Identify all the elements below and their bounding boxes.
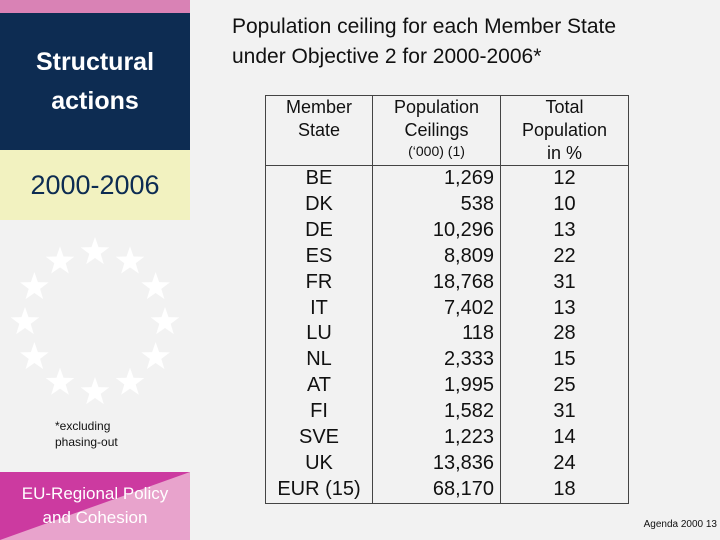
ceiling-cell: 2,333 bbox=[373, 347, 501, 373]
percent-cell: 24 bbox=[501, 451, 629, 477]
star-icon bbox=[141, 272, 170, 299]
state-cell: SVE bbox=[266, 425, 373, 451]
ceiling-cell: 8,809 bbox=[373, 244, 501, 270]
ceiling-cell: 1,223 bbox=[373, 425, 501, 451]
percent-cell: 31 bbox=[501, 270, 629, 296]
table-row bbox=[266, 451, 629, 477]
state-cell: FI bbox=[266, 399, 373, 425]
footnote: *excluding phasing-out bbox=[55, 419, 118, 449]
star-icon bbox=[141, 342, 170, 369]
header-member-state: Member State bbox=[266, 96, 373, 166]
state-cell: LU bbox=[266, 321, 373, 347]
table-row bbox=[266, 399, 629, 425]
table-row bbox=[266, 321, 629, 347]
table-row bbox=[266, 373, 629, 399]
period-box bbox=[0, 150, 190, 220]
section-title: Structural actions bbox=[35, 47, 155, 115]
state-cell: FR bbox=[266, 270, 373, 296]
ceiling-cell: 538 bbox=[373, 192, 501, 218]
table-row bbox=[266, 218, 629, 244]
header-unit: (‘000) (1) bbox=[408, 143, 465, 159]
percent-cell: 22 bbox=[501, 244, 629, 270]
percent-cell: 13 bbox=[501, 218, 629, 244]
table-row bbox=[266, 192, 629, 218]
percent-cell: 12 bbox=[501, 166, 629, 192]
ceiling-cell: 118 bbox=[373, 321, 501, 347]
ceiling-cell: 10,296 bbox=[373, 218, 501, 244]
state-cell: NL bbox=[266, 347, 373, 373]
section-title-box bbox=[0, 13, 190, 150]
ceiling-cell: 1,269 bbox=[373, 166, 501, 192]
table-row bbox=[266, 347, 629, 373]
percent-cell: 31 bbox=[501, 399, 629, 425]
star-icon bbox=[46, 368, 75, 395]
header-total-population: Total Population in % bbox=[501, 96, 629, 166]
period-label: 2000-2006 bbox=[30, 169, 160, 200]
page-reference: Agenda 2000 13 bbox=[643, 519, 717, 530]
percent-cell: 28 bbox=[501, 321, 629, 347]
state-cell: DE bbox=[266, 218, 373, 244]
state-cell: IT bbox=[266, 296, 373, 322]
table-row bbox=[266, 270, 629, 296]
percent-cell: 10 bbox=[501, 192, 629, 218]
state-cell: BE bbox=[266, 166, 373, 192]
percent-cell: 15 bbox=[501, 347, 629, 373]
state-cell: DK bbox=[266, 192, 373, 218]
star-icon bbox=[20, 342, 49, 369]
star-icon bbox=[81, 377, 110, 404]
ceiling-cell: 68,170 bbox=[373, 477, 501, 503]
percent-cell: 13 bbox=[501, 296, 629, 322]
ceiling-cell: 1,582 bbox=[373, 399, 501, 425]
star-icon bbox=[81, 237, 110, 264]
star-icon bbox=[116, 368, 145, 395]
ceiling-cell: 13,836 bbox=[373, 451, 501, 477]
table-header-row bbox=[266, 96, 629, 166]
slide-title: Population ceiling for each Member State under Objective 2 for 2000-2006* bbox=[232, 15, 617, 68]
sidebar bbox=[0, 0, 190, 540]
table-row bbox=[266, 166, 629, 192]
percent-cell: 18 bbox=[501, 477, 629, 503]
population-table bbox=[265, 95, 629, 504]
percent-cell: 14 bbox=[501, 425, 629, 451]
ceiling-cell: 18,768 bbox=[373, 270, 501, 296]
percent-cell: 25 bbox=[501, 373, 629, 399]
star-icon bbox=[11, 307, 40, 334]
star-icon bbox=[46, 246, 75, 273]
header-population-ceilings: Population Ceilings (‘000) (1) bbox=[373, 96, 501, 166]
brand-label: EU-Regional Policy and Cohesion bbox=[21, 484, 169, 527]
table-row bbox=[266, 477, 629, 503]
top-accent-strip bbox=[0, 0, 190, 13]
ceiling-cell: 1,995 bbox=[373, 373, 501, 399]
star-icon bbox=[20, 272, 49, 299]
state-cell: UK bbox=[266, 451, 373, 477]
star-icon bbox=[151, 307, 180, 334]
brand-box bbox=[0, 472, 190, 540]
eu-stars-icon bbox=[0, 230, 190, 410]
star-icon bbox=[116, 246, 145, 273]
ceiling-cell: 7,402 bbox=[373, 296, 501, 322]
table-row bbox=[266, 296, 629, 322]
table-row bbox=[266, 244, 629, 270]
state-cell: EUR (15) bbox=[266, 477, 373, 503]
state-cell: AT bbox=[266, 373, 373, 399]
table-row bbox=[266, 425, 629, 451]
state-cell: ES bbox=[266, 244, 373, 270]
